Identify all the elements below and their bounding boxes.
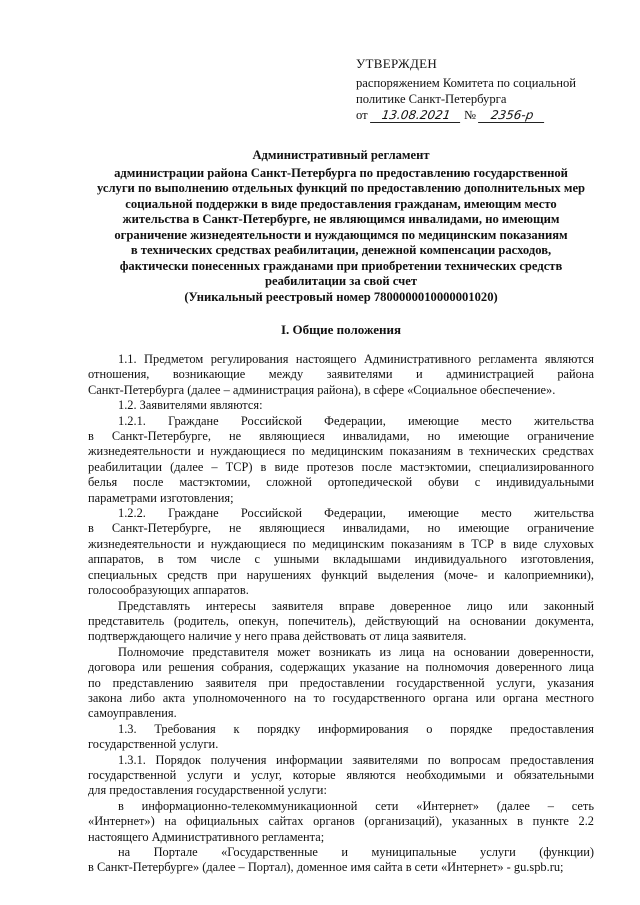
paragraph-line: закона либо акта уполномоченного на то государственного органа или органа местного <box>88 690 594 705</box>
paragraph-line: 1.1. Предметом регулирования настоящего Административного регламента являются <box>118 352 594 366</box>
paragraph-line: самоуправления. <box>88 706 177 721</box>
paragraph-line: представитель (родитель, опекун, попечитель), действующий на основании документа, <box>88 613 594 628</box>
paragraph <box>88 722 594 753</box>
title-line: фактически понесенных гражданами при приобретении технических средств <box>119 258 563 273</box>
title-line: ограничение жизнедеятельности и нуждающимся по медицинским показаниям <box>114 227 568 242</box>
paragraph-line: специальных средств при нарушениях функций выделения (моче- и калоприемники), <box>88 567 594 582</box>
approval-date-row <box>356 107 606 125</box>
paragraph-line: в Санкт-Петербурге, не являющиеся инвалидами, но имеющие ограничение <box>88 429 594 444</box>
paragraph-line: белья после мастэктомии, сложной ортопедической обуви с индивидуальными <box>88 475 594 490</box>
number-prefix: № <box>463 108 476 122</box>
title-line: (Уникальный реестровый номер 7800000010000001020) <box>184 289 498 304</box>
paragraph-line: подтверждающего наличие у него права действовать от лица заявителя. <box>88 629 467 644</box>
approval-heading: УТВЕРЖДЕН <box>356 56 438 71</box>
paragraph <box>88 799 594 845</box>
paragraph-line: аппаратов, в том числе с ушными вкладышами индивидуального изготовления, <box>88 552 594 567</box>
title-lines <box>88 166 594 306</box>
paragraph-line: Полномочие представителя может возникать из лица на основании доверенности, <box>118 644 594 659</box>
paragraph-line: государственной услуги и услуг, которые являются необходимыми и обязательными <box>88 767 594 782</box>
paragraph-line: параметрами изготовления; <box>88 490 234 505</box>
section-title: I. Общие положения <box>281 322 401 337</box>
title-heading: Административный регламент <box>252 148 430 162</box>
approval-line-1: распоряжением Комитета по социальной <box>356 76 576 90</box>
paragraph <box>88 506 594 598</box>
paragraph-line: по представлению заявителя при предоставлении государственной услуги, указания <box>88 675 594 690</box>
title-line: услуги по выполнению отдельных функций по предоставлению дополнительных мер <box>96 181 586 195</box>
title-line: социальной поддержки в виде предоставления гражданам, имеющим место <box>125 196 557 211</box>
paragraph <box>88 398 594 413</box>
handwritten-date: 13.08.2021 <box>370 109 462 123</box>
paragraph-line: голосообразующих аппаратов. <box>88 583 249 598</box>
paragraph-line: жизнедеятельности и нуждающиеся по медицинским показаниям в ТСР в виде слуховых <box>88 536 594 551</box>
document-title <box>88 148 594 305</box>
title-line: жительства в Санкт-Петербурге, не являющимся инвалидами, но имеющим <box>122 212 560 226</box>
paragraph-line: 1.2.2. Граждане Российской Федерации, имеющие место жительства <box>118 506 594 521</box>
paragraph-line: жизнедеятельности и нуждающиеся по медицинским показаниям в технических средствах <box>88 444 594 459</box>
paragraph-line: отношения, возникающие между заявителями и администрацией района <box>88 367 594 382</box>
paragraph-line: Представлять интересы заявителя вправе доверенное лицо или законный <box>118 598 594 613</box>
paragraph <box>88 645 594 722</box>
paragraph <box>88 845 594 876</box>
paragraph-line: Санкт-Петербурга (далее – администрация района), в сфере «Социальное обеспечение». <box>88 382 556 397</box>
date-prefix: от <box>356 108 368 122</box>
paragraph-line: договора или решения собрания, содержащих указание на полномочия доверенного лица <box>88 660 594 675</box>
approval-stamp <box>356 56 606 125</box>
paragraph-line: в Санкт-Петербурге» (далее – Портал), доменное имя сайта в сети «Интернет» - gu.spb.ru; <box>88 860 564 875</box>
paragraph-line: 1.3.1. Порядок получения информации заявителями по вопросам предоставления <box>118 752 594 767</box>
paragraph <box>88 352 594 398</box>
paragraph-line: в информационно-телекоммуникационной сети «Интернет» (далее – сеть <box>118 798 594 813</box>
title-line: администрации района Санкт-Петербурга по предоставлению государственной <box>114 165 568 180</box>
approval-line-2: политике Санкт-Петербурга <box>356 92 507 106</box>
document-body <box>88 352 594 876</box>
paragraph-line: на Портале «Государственные и муниципальные услуги (функции) <box>118 845 594 859</box>
paragraph <box>88 753 594 799</box>
title-line: реабилитации за свой счет <box>264 274 418 288</box>
paragraph-line: «Интернет») на официальных сайтах органов (организаций), указанных в пункте 2.2 <box>88 814 594 829</box>
paragraph-line: в Санкт-Петербурге, не являющиеся инвалидами, но имеющие ограничение <box>88 521 594 536</box>
paragraph-line: государственной услуги. <box>88 737 219 752</box>
paragraph-line: 1.2.1. Граждане Российской Федерации, имеющие место жительства <box>118 413 594 428</box>
paragraph-line: 1.2. Заявителями являются: <box>118 398 263 413</box>
paragraph-line: 1.3. Требования к порядку информирования о порядке предоставления <box>118 721 594 736</box>
paragraph <box>88 599 594 645</box>
title-line: в технических средствах реабилитации, денежной компенсации расходов, <box>130 243 552 257</box>
paragraph-line: реабилитации (далее – ТСР) в виде протезов после мастэктомии, специализированного <box>88 459 594 474</box>
paragraph <box>88 414 594 506</box>
handwritten-number: 2356-р <box>478 109 546 123</box>
paragraph-line: для предоставления государственной услуги: <box>88 783 327 798</box>
paragraph-line: настоящего Административного регламента; <box>88 829 325 844</box>
